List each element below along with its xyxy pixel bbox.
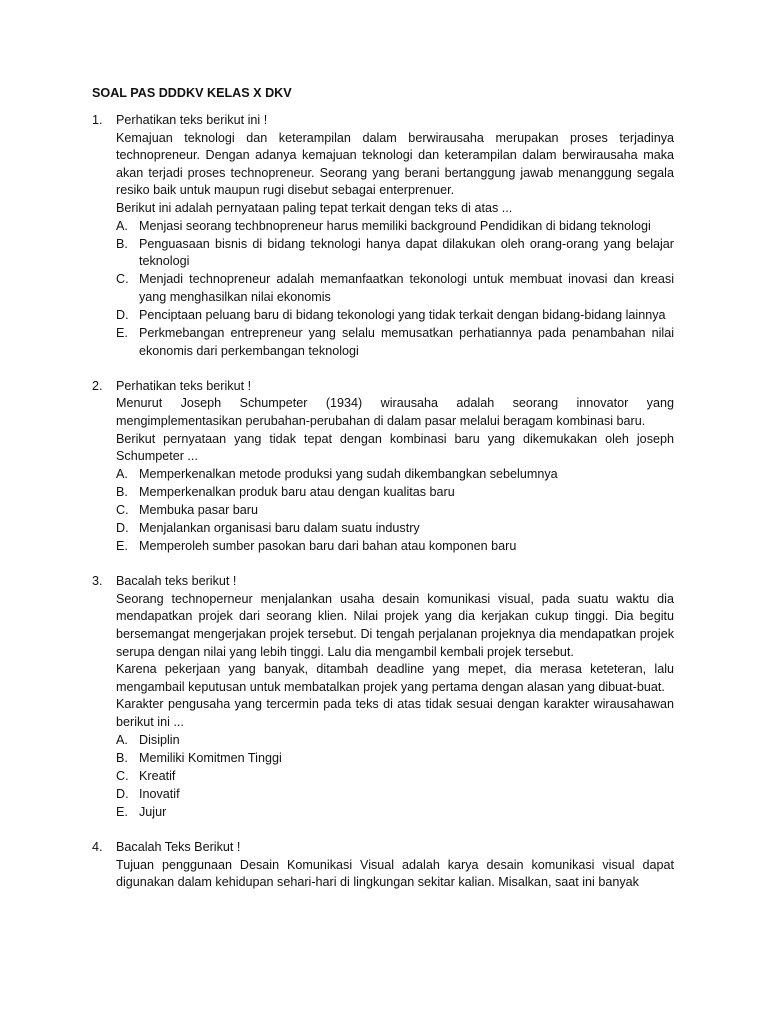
- answer-option: [116, 484, 674, 502]
- option-label: E.: [116, 804, 128, 819]
- answer-option: [116, 520, 674, 538]
- answer-options: [116, 466, 674, 556]
- option-text: Menjasi seorang techbnopreneur harus memiliki background Pendidikan di bidang teknologi: [139, 218, 651, 233]
- question-passage: Seorang technoperneur menjalankan usaha desain komunikasi visual, pada suatu waktu dia mendapatkan projek dari seorang klien. Nilai projek yang dia kerjakan cukup tinggi. Dia begitu bersemangat mengerjakan projek tersebut. Di tengah perjalanan projeknya dia mendapatkan projek serupa dengan nilai yang lebih tinggi. Lalu dia mengambil kembali projek tersebut.: [116, 591, 674, 659]
- option-label: A.: [116, 732, 128, 747]
- option-text: Memperoleh sumber pasokan baru dari bahan atau komponen baru: [139, 539, 517, 554]
- option-text: Jujur: [139, 804, 167, 819]
- option-label: D.: [116, 521, 129, 536]
- answer-option: [116, 271, 674, 306]
- option-label: E.: [116, 539, 128, 554]
- option-label: B.: [116, 236, 128, 251]
- question-prompt: Berikut pernyataan yang tidak tepat dengan kombinasi baru yang dikemukakan oleh joseph Schumpeter ...: [116, 431, 674, 464]
- option-label: D.: [116, 786, 129, 801]
- option-label: B.: [116, 484, 128, 499]
- question-number: 4.: [92, 840, 103, 855]
- question-number: 3.: [92, 574, 103, 589]
- answer-option: [116, 732, 674, 750]
- option-label: C.: [116, 502, 129, 517]
- option-text: Membuka pasar baru: [139, 502, 259, 517]
- question-4: [92, 839, 674, 892]
- question-prompt: Berikut ini adalah pernyataan paling tepat terkait dengan teks di atas ...: [116, 200, 513, 215]
- question-prompt: Karakter pengusaha yang tercermin pada teks di atas tidak sesuai dengan karakter wirausahawan berikut ini ...: [116, 697, 674, 729]
- answer-options: [116, 732, 674, 822]
- option-text: Penguasaan bisnis di bidang teknologi hanya dapat dilakukan oleh orang-orang yang belajar teknologi: [139, 236, 674, 269]
- question-1: [92, 112, 674, 360]
- option-text: Menjadi technopreneur adalah memanfaatkan tekonologi untuk membuat inovasi dan kreasi yang menghasilkan nilai ekonomis: [139, 272, 674, 304]
- answer-option: [116, 750, 674, 768]
- option-text: Perkmebangan entrepreneur yang selalu memusatkan perhatiannya pada penambahan nilai ekonomis dari perkembangan teknologi: [139, 326, 674, 358]
- option-text: Menjalankan organisasi baru dalam suatu industry: [139, 521, 420, 536]
- option-text: Penciptaan peluang baru di bidang tekonologi yang tidak terkait dengan bidang-bidang lainnya: [139, 308, 666, 323]
- option-text: Memperkenalkan produk baru atau dengan kualitas baru: [139, 484, 455, 499]
- option-text: Kreatif: [139, 768, 176, 783]
- option-label: E.: [116, 326, 128, 341]
- option-label: C.: [116, 272, 129, 287]
- option-label: B.: [116, 750, 128, 765]
- question-3: [92, 573, 674, 821]
- question-passage: Tujuan penggunaan Desain Komunikasi Visual adalah karya desain komunikasi visual dapat digunakan dalam kehidupan sehari-hari di lingkungan sekitar kalian. Misalkan, saat ini banyak: [116, 857, 674, 890]
- question-instruction: Bacalah Teks Berikut !: [116, 840, 241, 855]
- option-text: Inovatif: [139, 786, 180, 801]
- option-text: Memiliki Komitmen Tinggi: [139, 750, 282, 765]
- question-instruction: Perhatikan teks berikut ini !: [116, 113, 268, 127]
- answer-option: [116, 538, 674, 556]
- option-label: C.: [116, 768, 129, 783]
- question-passage: Kemajuan teknologi dan keterampilan dalam berwirausaha merupakan proses terjadinya technopreneur. Dengan adanya kemajuan teknologi dan keterampilan dalam berwirausaha maka akan terjadi proses technopreneur. Seorang yang berani bertanggung jawab menanggung segala resiko baik untuk maupun rugi disebut sebagai enterprenuer.: [116, 130, 674, 198]
- answer-option: [116, 768, 674, 786]
- question-passage-continued: Karena pekerjaan yang banyak, ditambah deadline yang mepet, dia merasa keteteran, lalu mengambail keputusan untuk membatalkan projek yang pertama dengan alasan yang dibuat-buat.: [116, 662, 674, 694]
- answer-option: [116, 502, 674, 520]
- answer-option: [116, 786, 674, 804]
- answer-option: [116, 307, 674, 325]
- question-passage: Menurut Joseph Schumpeter (1934) wirausaha adalah seorang innovator yang mengimplementasikan perubahan-perubahan di dalam pasar melalui beragam kombinasi baru.: [116, 396, 674, 428]
- option-label: A.: [116, 218, 128, 233]
- answer-option: [116, 325, 674, 360]
- document-title: SOAL PAS DDDKV KELAS X DKV: [92, 86, 292, 100]
- option-label: D.: [116, 308, 129, 323]
- question-2: [92, 378, 674, 556]
- answer-option: [116, 218, 674, 236]
- answer-option: [116, 804, 674, 822]
- option-label: A.: [116, 466, 128, 481]
- question-number: 2.: [92, 378, 103, 393]
- question-number: 1.: [92, 113, 103, 127]
- question-instruction: Bacalah teks berikut !: [116, 574, 237, 589]
- option-text: Memperkenalkan metode produksi yang sudah dikembangkan sebelumnya: [139, 466, 558, 481]
- answer-options: [116, 218, 674, 361]
- question-instruction: Perhatikan teks berikut !: [116, 378, 252, 393]
- option-text: Disiplin: [139, 732, 180, 747]
- answer-option: [116, 236, 674, 271]
- answer-option: [116, 466, 674, 484]
